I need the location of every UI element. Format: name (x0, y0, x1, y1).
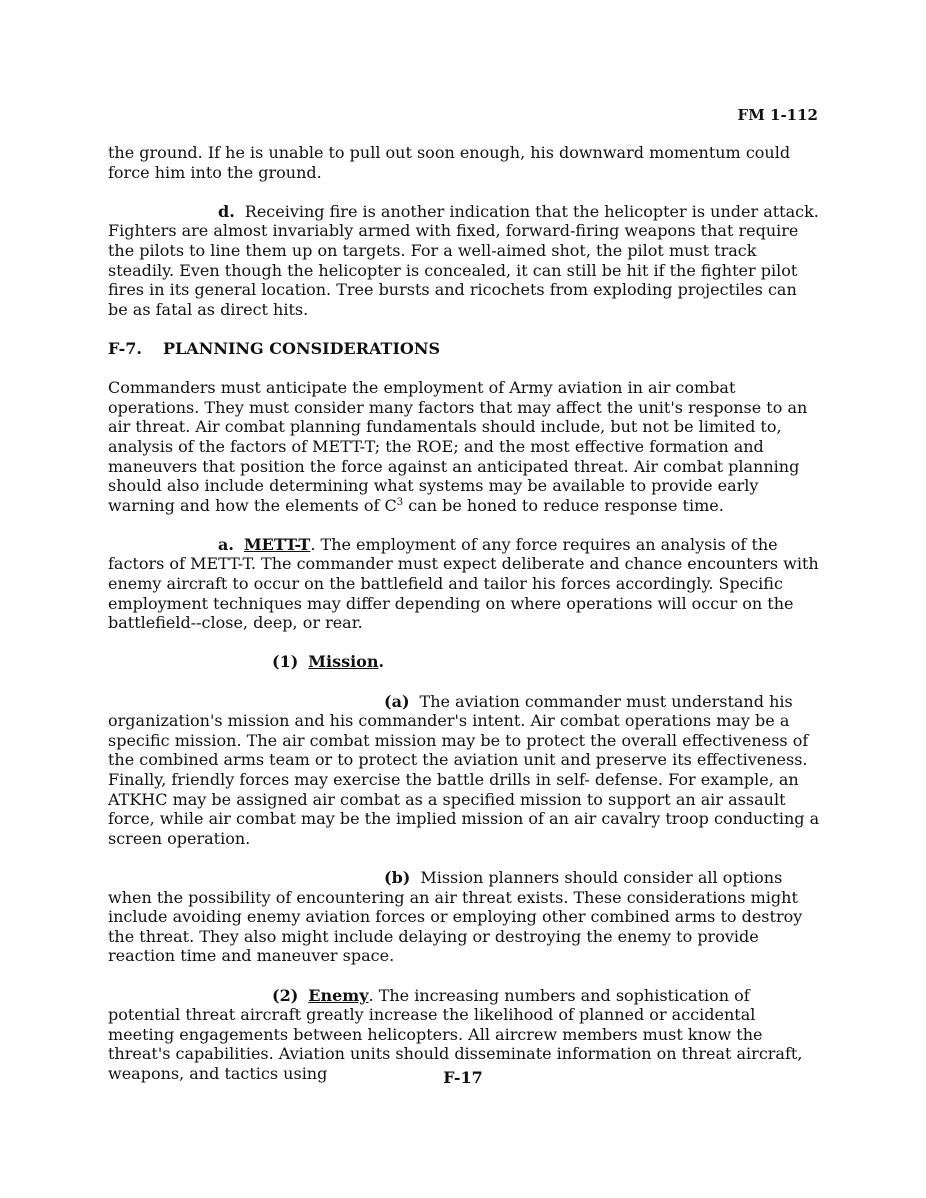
paragraph-1b-text: Mission planners should consider all options when the possibility of encountering an air threat exists. These considerations might include avoiding enemy aviation forces or employing other combined arms to destroy the threat. They also might include delaying or destroying the enemy to provide reaction time and maneuver space. (108, 867, 803, 966)
paragraph-1b (108, 868, 820, 966)
paragraph-1-title: Mission (308, 652, 379, 672)
intro-text-end: can be honed to reduce response time. (403, 495, 724, 515)
paragraph-2-text: . The increasing numbers and sophistication of potential threat aircraft greatly increase the likelihood of planned or accidental meeting engagements between helicopters. All aircrew members must know the threat's capabilities. Aviation units should disseminate information on threat aircraft, weapons, and tactics using (108, 985, 803, 1083)
paragraph-1a-text: The aviation commander must understand his organization's mission and his commander's intent. Air combat operations may be a specific mission. The air combat mission may be to protect the overall effectiveness of the combined arms team or to protect the aviation unit and preserve its effectiveness. Finally, friendly forces may exercise the battle drills in self- defense. For example, an ATKHC may be assigned air combat as a specified mission to support an air assault force, while air combat may be the implied mission of an air cavalry troop conducting a screen operation. (108, 691, 820, 848)
paragraph-d (108, 202, 820, 320)
paragraph-a-text: . The employment of any force requires an analysis of the factors of METT-T. The commander must expect deliberate and chance encounters with enemy aircraft to occur on the battlefield and tailor his forces accordingly. Specific employment techniques may differ depending on where operations will occur on the battlefield--close, deep, or rear. (108, 534, 819, 633)
paragraph-1 (108, 652, 820, 672)
paragraph-d-text: Receiving fire is another indication that the helicopter is under attack. Fighters are almost invariably armed with fixed, forward-firing weapons that require the pilots to line them up on targets. For a well-aimed shot, the pilot must track steadily. Even though the helicopter is concealed, it can still be hit if the fighter pilot fires in its general location. Tree bursts and ricochets from exploding projectiles can be as fatal as direct hits. (108, 201, 819, 319)
section-title: PLANNING CONSIDERATIONS (163, 338, 441, 358)
paragraph-1a-label: (a) (384, 691, 410, 711)
paragraph-1-label: (1) (272, 652, 299, 672)
section-number: F-7. (108, 338, 142, 358)
continuation-paragraph (108, 143, 820, 182)
intro-text: Commanders must anticipate the employment of Army aviation in air combat operations. They must consider many factors that may affect the unit's response to an air threat. Air combat planning fundamentals should include, but not be limited to, analysis of the factors of METT-T; the ROE; and the most effective formation and maneuvers that position the force against an anticipated threat. Air combat planning should also include determining what systems may be available to provide early warning and how the elements of C (108, 378, 808, 515)
paragraph-1b-label: (b) (384, 867, 411, 887)
section-heading (108, 339, 820, 359)
paragraph-a (108, 535, 820, 633)
paragraph-2-title: Enemy (308, 985, 369, 1005)
page-number: F-17 (443, 1068, 483, 1087)
paragraph-1-period: . (378, 652, 385, 672)
continuation-text: the ground. If he is unable to pull out soon enough, his downward momentum could force him into the ground. (108, 143, 791, 182)
intro-paragraph (108, 378, 820, 515)
page-body (108, 143, 820, 1103)
paragraph-a-label: a. (218, 534, 234, 554)
paragraph-2-label: (2) (272, 985, 299, 1005)
paragraph-1a (108, 692, 820, 849)
paragraph-a-title: METT-T (243, 534, 311, 554)
paragraph-d-label: d. (218, 201, 235, 221)
document-id-header: FM 1-112 (737, 106, 818, 124)
superscript: 3 (396, 496, 404, 508)
